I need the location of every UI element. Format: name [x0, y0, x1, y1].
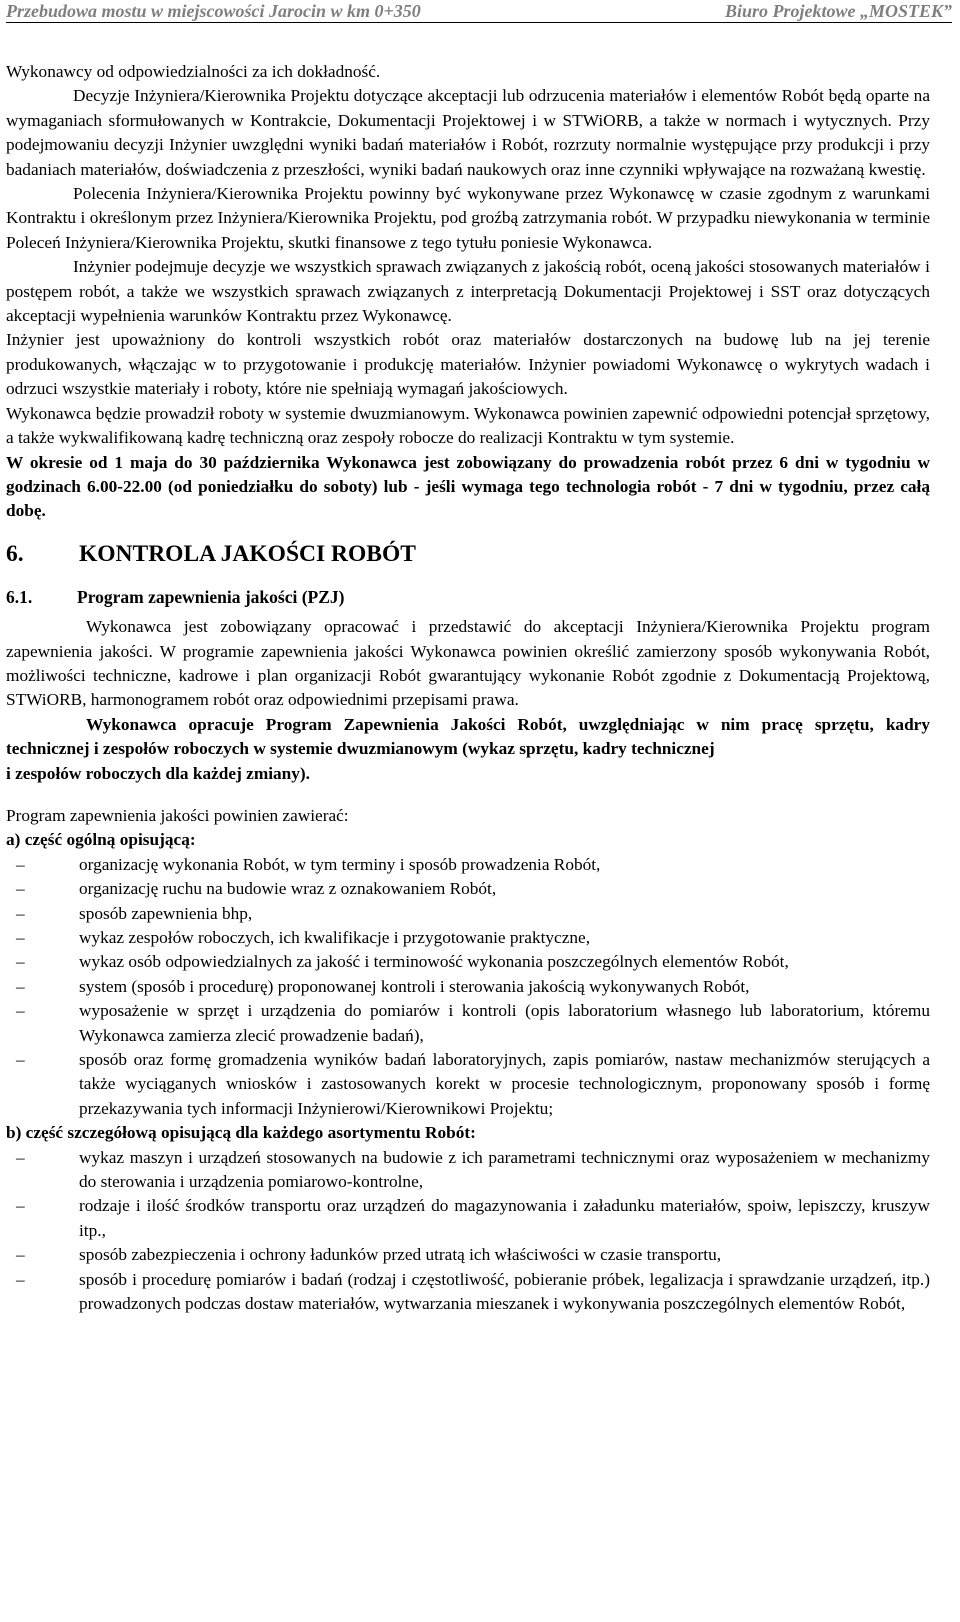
- paragraph-1: Wykonawcy od odpowiedzialności za ich dokładność.: [6, 62, 381, 81]
- header-company-name: Biuro Projektowe „MOSTEK”: [724, 1, 952, 21]
- dash-bullet-icon: –: [16, 854, 25, 874]
- list-item: [6, 877, 930, 901]
- section-6-1-heading: [6, 585, 930, 609]
- list-item-text: sposób oraz formę gromadzenia wyników badań laboratoryjnych, zapis pomiarów, nastaw mechanizmów sterujących a także wyciąganych wniosków i zastosowanych korekt w procesie technologicznym, proponowany sposób i formę przekazywania tych informacji Inżynierowi/Kierownikowi Projektu;: [79, 1050, 930, 1118]
- dash-bullet-icon: –: [16, 1269, 25, 1289]
- list-item: [6, 1048, 930, 1121]
- section-6-title: KONTROLA JAKOŚCI ROBÓT: [79, 540, 416, 567]
- section-6-heading: [6, 539, 930, 569]
- section-6-number: 6.: [6, 540, 24, 567]
- list-item-text: rodzaje i ilość środków transportu oraz urządzeń do magazynowania i załadunku materiałów, spoiw, lepiszczy, kruszyw itp.,: [79, 1196, 930, 1240]
- part-b-heading: b) część szczegółową opisującą dla każdego asortymentu Robót:: [6, 1123, 476, 1143]
- dash-bullet-icon: –: [16, 1147, 25, 1167]
- dash-bullet-icon: –: [16, 952, 25, 972]
- list-item: [6, 1243, 930, 1267]
- list-item-text: wykaz zespołów roboczych, ich kwalifikacje i przygotowanie praktyczne,: [79, 928, 591, 947]
- list-item-text: sposób zapewnienia bhp,: [79, 903, 253, 923]
- dash-bullet-icon: –: [16, 928, 25, 947]
- spacer: [6, 786, 930, 804]
- pzj-paragraph-2-line-2: i zespołów roboczych dla każdej zmiany).: [6, 763, 310, 783]
- list-item: [6, 975, 930, 999]
- list-item: [6, 1194, 930, 1243]
- paragraph-4: Inżynier podejmuje decyzje we wszystkich sprawach związanych z jakością robót, oceną jakości stosowanych materiałów i postępem robót, a także we wszystkich sprawach związanych z interpretacją Dokumentacji Projektowej i SST oraz dotyczących akceptacji wypełnienia warunków Kontraktu przez Wykonawcę.: [6, 257, 930, 326]
- document-body: [6, 60, 930, 1317]
- page-header: [6, 0, 952, 23]
- part-a-list: [6, 853, 930, 1121]
- section-6-1-title: Program zapewnienia jakości (PZJ): [77, 586, 345, 607]
- paragraph-7-bold: W okresie od 1 maja do 30 października Wykonawca jest zobowiązany do prowadzenia robót przez 6 dni w tygodniu w godzinach 6.00-22.00 (od poniedziałku do soboty) lub - jeśli wymaga tego technologia robót - 7 dni w tygodniu, przez całą dobę.: [6, 452, 930, 521]
- pzj-intro: Program zapewnienia jakości powinien zawierać:: [6, 805, 349, 825]
- pzj-paragraph-1: Wykonawca jest zobowiązany opracować i przedstawić do akceptacji Inżyniera/Kierownika Projektu program zapewnienia jakości. W programie zapewnienia jakości Wykonawca powinien określić zamierzony sposób wykonywania Robót, możliwości techniczne, kadrowe i plan organizacji Robót gwarantujący wykonanie Robót zgodnie z Dokumentacją Projektową, STWiORB, harmonogramem robót oraz odpowiednimi przepisami prawa.: [6, 617, 930, 710]
- list-item: [6, 1146, 930, 1195]
- part-a-heading: a) część ogólną opisującą:: [6, 830, 196, 850]
- dash-bullet-icon: –: [16, 976, 25, 996]
- part-b-list: [6, 1146, 930, 1317]
- header-project-title: Przebudowa mostu w miejscowości Jarocin w km 0+350: [6, 1, 421, 21]
- list-item: [6, 950, 930, 974]
- list-item-text: wykaz osób odpowiedzialnych za jakość i terminowość wykonania poszczególnych elementów Robót,: [79, 952, 789, 972]
- paragraph-6: Wykonawca będzie prowadził roboty w systemie dwuzmianowym. Wykonawca powinien zapewnić odpowiedni potencjał sprzętowy, a także wykwalifikowaną kadrę techniczną oraz zespoły robocze do realizacji Kontraktu w tym systemie.: [6, 403, 930, 448]
- paragraph-5: Inżynier jest upoważniony do kontroli wszystkich robót oraz materiałów dostarczonych na budowę lub na jej terenie produkowanych, włączając w to przygotowanie i produkcję materiałów. Inżynier powiadomi Wykonawcę o wykrytych wadach i odrzuci wszystkie materiały i roboty, które nie spełniają wymagań jakościowych.: [6, 330, 930, 399]
- dash-bullet-icon: –: [16, 1001, 25, 1021]
- list-item-text: sposób i procedurę pomiarów i badań (rodzaj i częstotliwość, pobieranie próbek, legalizacja i sprawdzanie urządzeń, itp.) prowadzonych podczas dostaw materiałów, wytwarzania mieszanek i wykonywania poszczególnych elementów Robót,: [79, 1269, 930, 1314]
- list-item: [6, 853, 930, 877]
- list-item: [6, 1268, 930, 1317]
- paragraph-3: Polecenia Inżyniera/Kierownika Projektu powinny być wykonywane przez Wykonawcę w czasie zgodnym z warunkami Kontraktu i określonym przez Inżyniera/Kierownika Projektu, pod groźbą zatrzymania robót. W przypadku niewykonania w terminie Poleceń Inżyniera/Kierownika Projektu, skutki finansowe z tego tytułu poniesie Wykonawca.: [6, 184, 930, 252]
- dash-bullet-icon: –: [16, 1050, 25, 1070]
- dash-bullet-icon: –: [16, 903, 25, 923]
- list-item: [6, 926, 930, 950]
- list-item-text: system (sposób i procedurę) proponowanej kontroli i sterowania jakością wykonywanych Robót,: [79, 976, 750, 996]
- list-item-text: organizację wykonania Robót, w tym terminy i sposób prowadzenia Robót,: [79, 854, 601, 874]
- dash-bullet-icon: –: [16, 1245, 25, 1265]
- section-6-1-number: 6.1.: [6, 586, 33, 607]
- dash-bullet-icon: –: [16, 1196, 25, 1216]
- list-item-text: sposób zabezpieczenia i ochrony ładunków przed utratą ich właściwości w czasie transportu,: [79, 1245, 722, 1265]
- list-item: [6, 902, 930, 926]
- paragraph-2: Decyzje Inżyniera/Kierownika Projektu dotyczące akceptacji lub odrzucenia materiałów i elementów Robót będą oparte na wymaganiach sformułowanych w Kontrakcie, Dokumentacji Projektowej i w STWiORB, a także w normach i wytycznych. Przy podejmowaniu decyzji Inżynier uwzględni wyniki badań materiałów i Robót, rozrzuty normalnie występujące przy produkcji i przy badaniach materiałów, doświadczenia z przeszłości, wyniki badań naukowych oraz inne czynniki wpływające na rozważaną kwestię.: [6, 86, 930, 179]
- dash-bullet-icon: –: [16, 879, 25, 899]
- list-item-text: wyposażenie w sprzęt i urządzenia do pomiarów i kontroli (opis laboratorium własnego lub laboratorium, któremu Wykonawca zamierza zlecić prowadzenie badań),: [79, 1001, 930, 1045]
- list-item-text: wykaz maszyn i urządzeń stosowanych na budowie z ich parametrami technicznymi oraz wyposażeniem w mechanizmy do sterowania i urządzenia pomiarowo-kontrolne,: [79, 1147, 930, 1192]
- list-item-text: organizację ruchu na budowie wraz z oznakowaniem Robót,: [79, 879, 497, 899]
- list-item: [6, 999, 930, 1048]
- pzj-paragraph-2-line-1: Wykonawca opracuje Program Zapewnienia Jakości Robót, uwzględniając w nim pracę sprzętu, kadry technicznej i zespołów roboczych w systemie dwuzmianowym (wykaz sprzętu, kadry technicznej: [6, 714, 930, 759]
